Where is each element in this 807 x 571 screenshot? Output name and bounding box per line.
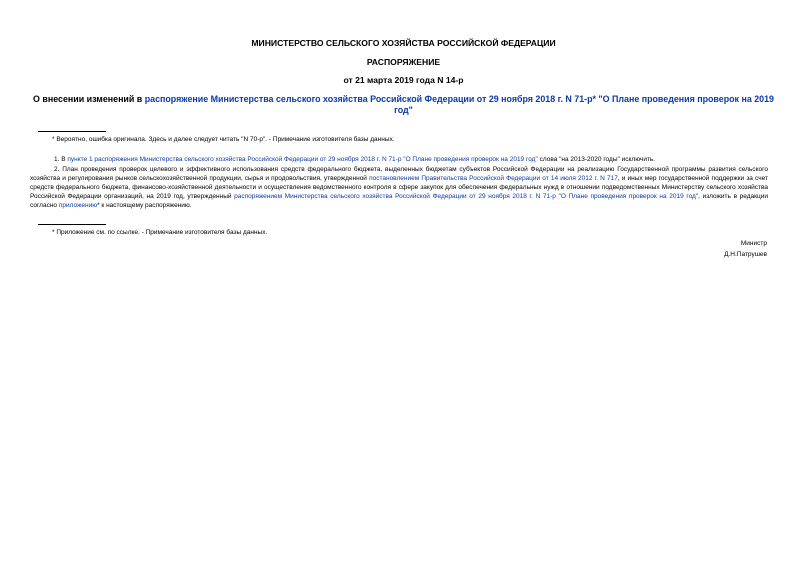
title-prefix: О внесении изменений в: [33, 94, 145, 104]
signature-position: Министр: [740, 240, 767, 247]
p2-text-a: 2. План проведения проверок целевого и эффективного использования средств федерального бюджета, выделенных бюджетам субъектов Российской Федерации на реализацию Государственной программы развития сельского хозяйства и регулирования рынков сельскохозяйственной продукции, сырья и продовольствия, утвержденной: [30, 166, 768, 182]
document-date-number: от 21 марта 2019 года N 14-р: [343, 75, 464, 85]
ministry-heading: МИНИСТЕРСТВО СЕЛЬСКОГО ХОЗЯЙСТВА РОССИЙСКОЙ ФЕДЕРАЦИИ: [251, 38, 556, 48]
paragraph-1: [30, 155, 768, 164]
title-link[interactable]: распоряжение Министерства сельского хозяйства Российской Федерации от 29 ноября 2018 г. N 71-р: [144, 94, 593, 104]
p2-link-appendix[interactable]: приложению: [58, 202, 98, 209]
footnote-divider-2: [38, 224, 106, 225]
p1-link[interactable]: пункте 1 распоряжения Министерства сельского хозяйства Российской Федерации от 29 ноября 2018 г. N 71-р "О Плане проведения проверок на 2019 год": [67, 156, 538, 163]
p2-text-b: , и иных мер государственной поддержки за счет средств федерального бюджета, финансово-хозяйственной деятельности и осуществления ведомственного контроля в сфере закупок для обеспечения федеральных нужд в отношении подведомственных Министерству сельского хозяйства Российской Федерации организаций, на 2019 год, утвержденный: [30, 175, 768, 200]
p2-text-c: , изложить в редакции согласно: [30, 193, 768, 209]
p2-link-order[interactable]: распоряжением Министерства сельского хозяйства Российской Федерации от 29 ноября 2018 г. N 71-р "О Плане проведения проверок на 2019 год": [234, 193, 699, 200]
document-title: [30, 94, 777, 116]
paragraph-2: [30, 165, 768, 210]
footnote-2: * Приложение см. по ссылке. - Примечание изготовителя базы данных.: [52, 229, 268, 236]
signature-name: Д.Н.Патрушев: [724, 251, 767, 258]
footnote-divider: [38, 131, 106, 132]
p2-link-decree[interactable]: постановлением Правительства Российской Федерации от 14 июля 2012 г. N 717: [369, 175, 618, 182]
p1-text-b: слова "на 2013-2020 годы" исключить.: [537, 156, 656, 163]
p1-text-a: 1. В: [54, 156, 68, 163]
footnote-1: * Вероятно, ошибка оригинала. Здесь и далее следует читать "N 70-р". - Примечание изготовителя базы данных.: [52, 136, 395, 143]
document-type: РАСПОРЯЖЕНИЕ: [366, 57, 441, 67]
title-suffix: * "О Плане проведения проверок на 2019 год": [394, 94, 774, 115]
p2-text-d: * к настоящему распоряжению.: [97, 202, 192, 209]
